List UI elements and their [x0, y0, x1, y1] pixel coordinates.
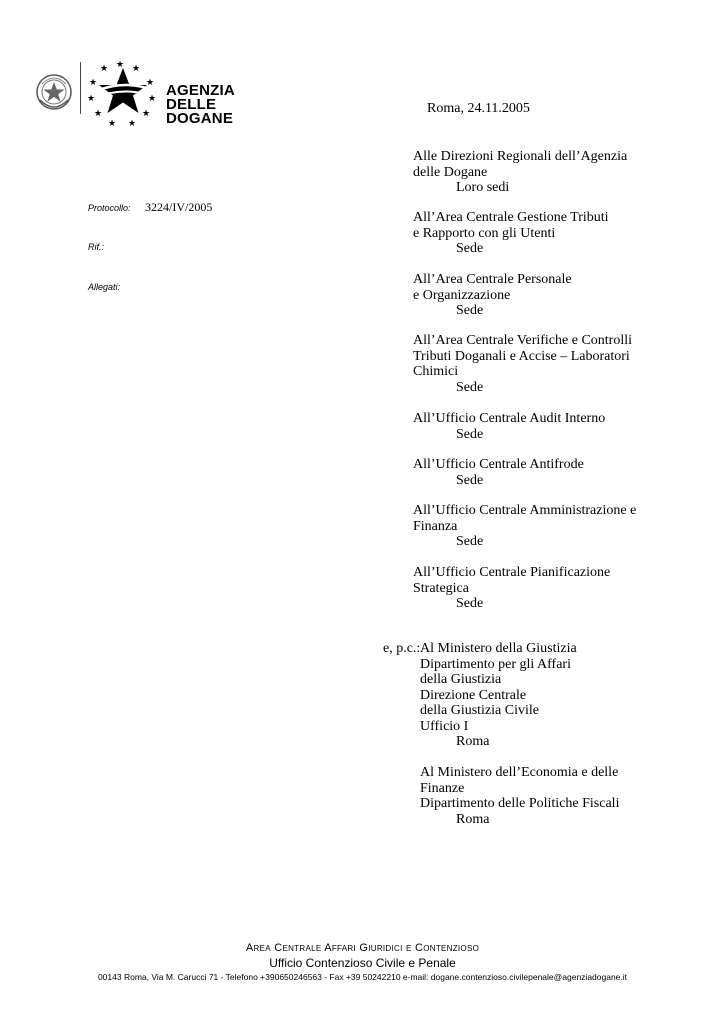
- svg-text:★: ★: [94, 109, 103, 119]
- footer-contacts: 00143 Roma, Via M. Carucci 71 - Telefono +390650246563 - Fax +39 50242210 e-mail: dogane.contenzioso.civilepenale@agenziadogane.it: [97, 972, 628, 982]
- recipient-block: [413, 411, 605, 442]
- recipient-line: e Rapporto con gli Utenti: [413, 225, 556, 241]
- recipient-line: All’Ufficio Centrale Amministrazione e: [413, 503, 637, 518]
- recipient-place: Sede: [456, 303, 484, 318]
- recipient-line: Chimici: [413, 364, 459, 379]
- cc-line: Al Ministero dell’Economia e delle: [420, 765, 619, 780]
- recipient-place: Sede: [456, 472, 484, 488]
- footer-office-area: Area Centrale Affari Giuridici e Contenzioso: [245, 942, 480, 954]
- svg-text:★: ★: [148, 94, 157, 104]
- svg-text:★: ★: [116, 60, 125, 70]
- recipient-line: All’Area Centrale Verifiche e Controlli: [413, 333, 632, 348]
- rif-label: Rif.:: [88, 242, 105, 252]
- recipient-block: [413, 272, 572, 319]
- recipient-line: Strategica: [413, 580, 469, 596]
- svg-text:★: ★: [146, 78, 155, 88]
- recipient-place: Loro sedi: [456, 180, 510, 195]
- agency-name-line: DOGANE: [166, 110, 234, 127]
- cc-recipient-block: [420, 641, 577, 750]
- allegati-label: Allegati:: [88, 282, 121, 292]
- cc-line: della Giustizia: [420, 672, 502, 687]
- svg-text:★: ★: [87, 94, 96, 104]
- recipient-line: All’Ufficio Centrale Pianificazione: [413, 565, 611, 580]
- footer-office-unit: Ufficio Contenzioso Civile e Penale: [269, 956, 456, 970]
- agency-name-line: DELLE: [166, 96, 217, 113]
- svg-text:★: ★: [128, 119, 137, 128]
- cc-line: Dipartimento delle Politiche Fiscali: [420, 796, 620, 811]
- cc-line: Dipartimento per gli Affari: [420, 656, 571, 672]
- cc-line: Finanze: [420, 780, 465, 796]
- cc-recipient-block: [420, 765, 619, 827]
- recipient-line: All’Ufficio Centrale Audit Interno: [413, 411, 606, 426]
- recipient-place: Sede: [456, 596, 484, 611]
- cc-prefix: e, p.c.:: [383, 641, 421, 656]
- recipient-place: Sede: [456, 379, 484, 395]
- agency-name-line: AGENZIA: [166, 82, 235, 99]
- recipient-block: [413, 333, 632, 395]
- letter-footer: [0, 942, 725, 982]
- cc-place: Roma: [456, 811, 490, 827]
- agency-name: [166, 84, 235, 126]
- recipient-line: delle Dogane: [413, 164, 488, 180]
- recipient-block: [413, 457, 584, 488]
- protocollo-label: Protocollo:: [88, 203, 131, 213]
- recipient-block: [413, 210, 609, 257]
- recipient-line: All’Area Centrale Personale: [413, 272, 572, 287]
- recipient-place: Sede: [456, 534, 484, 549]
- header-divider: [80, 62, 81, 114]
- recipient-line: Alle Direzioni Regionali dell’Agenzia: [413, 149, 628, 164]
- cc-line: della Giustizia Civile: [420, 703, 539, 718]
- svg-text:★: ★: [132, 64, 141, 74]
- recipient-line: All’Area Centrale Gestione Tributi: [413, 210, 609, 225]
- recipient-block: [413, 565, 610, 612]
- recipient-place: Sede: [456, 426, 484, 442]
- recipient-block: [413, 503, 636, 550]
- cc-line: Al Ministero della Giustizia: [420, 641, 577, 656]
- recipient-line: Tributi Doganali e Accise – Laboratori: [413, 348, 630, 364]
- republic-emblem-icon: [34, 70, 74, 116]
- svg-text:★: ★: [89, 78, 98, 88]
- cc-line: Direzione Centrale: [420, 687, 527, 703]
- cc-line: Ufficio I: [420, 718, 469, 734]
- letter-date: Roma, 24.11.2005: [427, 101, 530, 116]
- recipient-line: Finanza: [413, 518, 458, 534]
- svg-text:★: ★: [100, 64, 109, 74]
- recipient-line: e Organizzazione: [413, 287, 511, 303]
- recipient-block: [413, 149, 627, 196]
- protocollo-value: 3224/IV/2005: [145, 200, 213, 214]
- recipient-line: All’Ufficio Centrale Antifrode: [413, 457, 584, 472]
- recipient-place: Sede: [456, 241, 484, 256]
- svg-text:★: ★: [142, 109, 151, 119]
- agency-star-logo-icon: [86, 58, 160, 128]
- cc-place: Roma: [456, 734, 490, 749]
- svg-text:★: ★: [108, 119, 117, 128]
